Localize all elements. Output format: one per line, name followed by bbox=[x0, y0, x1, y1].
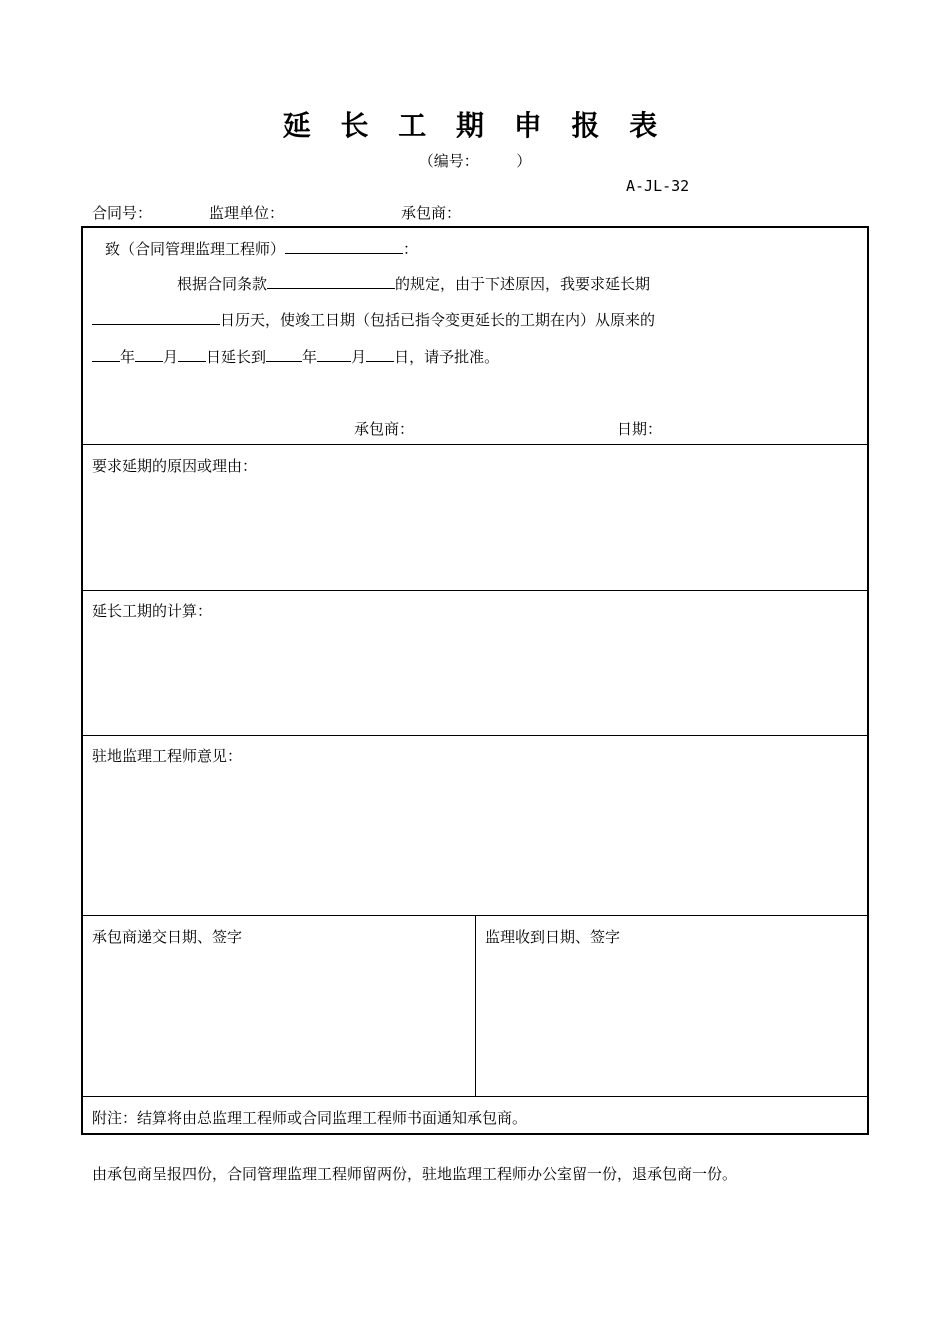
divider bbox=[83, 590, 867, 591]
new-year-blank[interactable] bbox=[266, 346, 302, 362]
divider bbox=[83, 1096, 867, 1097]
contractor-submit-label: 承包商递交日期、签字 bbox=[92, 928, 243, 946]
serial-number-label: （编号： ） bbox=[418, 152, 532, 170]
resident-opinion-label: 驻地监理工程师意见： bbox=[92, 747, 243, 765]
extend-label: 日延长到 bbox=[206, 348, 267, 366]
supervisor-receive-label: 监理收到日期、签字 bbox=[485, 928, 621, 946]
clause-blank[interactable] bbox=[267, 273, 395, 289]
note-text: 附注：结算将由总监理工程师或合同监理工程师书面通知承包商。 bbox=[92, 1109, 528, 1127]
contractor-sign-label: 承包商： bbox=[354, 420, 415, 438]
request-clause-line bbox=[177, 273, 650, 294]
request-date-line bbox=[92, 346, 499, 367]
page-title: 延 长 工 期 申 报 表 bbox=[282, 109, 668, 142]
reason-label: 要求延期的原因或理由： bbox=[92, 457, 258, 475]
contract-no-label: 合同号： bbox=[92, 204, 153, 222]
distribution-note: 由承包商呈报四份，合同管理监理工程师留两份，驻地监理工程师办公室留一份，退承包商一份。 bbox=[92, 1165, 738, 1183]
request-days-line bbox=[92, 309, 655, 330]
divider bbox=[83, 735, 867, 736]
end-label: 日，请予批准。 bbox=[394, 348, 500, 366]
request-date-label: 日期： bbox=[617, 420, 663, 438]
recipient-blank[interactable] bbox=[285, 238, 403, 254]
clause-suffix: 的规定，由于下述原因，我要求延长期 bbox=[395, 275, 651, 293]
contractor-label: 承包商： bbox=[401, 204, 462, 222]
year-label: 年 bbox=[120, 348, 136, 366]
clause-prefix: 根据合同条款 bbox=[177, 275, 268, 293]
supervisor-unit-label: 监理单位： bbox=[209, 204, 285, 222]
orig-month-blank[interactable] bbox=[135, 346, 163, 362]
divider bbox=[475, 916, 476, 1096]
days-suffix: 日历天，使竣工日期（包括已指令变更延长的工期在内）从原来的 bbox=[220, 311, 656, 329]
orig-year-blank[interactable] bbox=[92, 346, 120, 362]
year2-label: 年 bbox=[302, 348, 318, 366]
orig-day-blank[interactable] bbox=[178, 346, 206, 362]
form-table bbox=[81, 226, 869, 1135]
days-blank[interactable] bbox=[92, 309, 220, 325]
divider bbox=[83, 444, 867, 445]
month-label: 月 bbox=[163, 348, 179, 366]
month2-label: 月 bbox=[351, 348, 367, 366]
request-recipient-line bbox=[105, 238, 418, 259]
calc-label: 延长工期的计算： bbox=[92, 602, 213, 620]
new-day-blank[interactable] bbox=[366, 346, 394, 362]
form-code: A-JL-32 bbox=[626, 177, 690, 195]
new-month-blank[interactable] bbox=[317, 346, 351, 362]
to-label: 致（合同管理监理工程师） bbox=[105, 240, 286, 258]
to-suffix: ： bbox=[403, 240, 419, 258]
